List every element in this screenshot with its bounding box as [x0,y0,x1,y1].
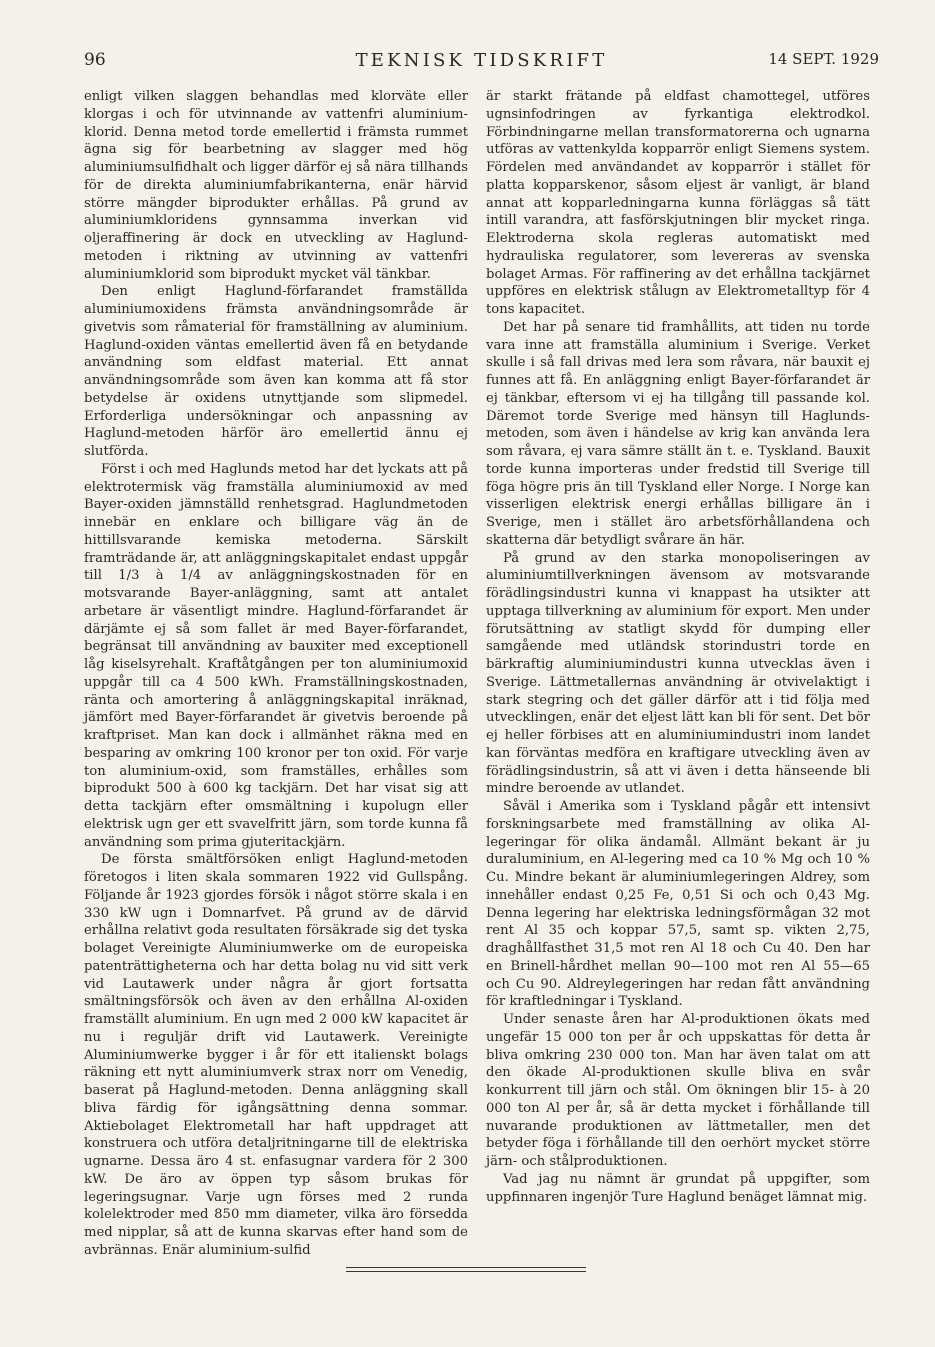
paragraph: Det har på senare tid framhållits, att tiden nu torde vara inne att framställa aluminium i Sverige. Verket skulle i så fall drivas med lera som råvara, när bauxit ej funnes att få. En anläggning enligt Bayer-förfarandet är ej tänkbar, eftersom vi ej ha tillgång till passande kol. Däremot torde Sverige med hänsyn till Haglunds-metoden, som även i händelse av krig kan använda lera som råvara, ej vara sämre ställt än t. e. Tyskland. Bauxit torde kunna importeras under fredstid till Sverige till föga högre pris än till Tyskland eller Norge. I Norge kan visserligen elektrisk energi erhållas billigare än i Sverige, men i stället äro arbetsförhållandena och skatterna där betydligt svårare än här. [486,319,870,548]
paragraph: Den enligt Haglund-förfarandet framställda aluminiumoxidens främsta användningsområde är givetvis som råmaterial för framställning av aluminium. Haglund-oxiden väntas emellertid även få en betydande användning som eldfast material. Ett annat användningsområde som även kan komma att få stor betydelse är oxidens utnyttjande som slipmedel. Erforderliga undersökningar och anpassning av Haglund-metoden härför äro emellertid ännu ej slutförda. [84,284,468,459]
paragraph: Först i och med Haglunds metod har det lyckats att på elektrotermisk väg framställa aluminiumoxid av med Bayer-oxiden jämnställd renhetsgrad. Haglundmetoden innebär en enklare och billigare väg än de hittillsvarande kemiska metoderna. Särskilt framträdande är, att anläggningskapitalet endast uppgår till 1/3 à 1/4 av anläggningskostnaden för en motsvarande Bayer-anläggning, samt att antalet arbetare är väsentligt mindre. Haglund-förfarandet är därjämte ej så som fallet är med Bayer-förfarandet, begränsat till användning av bauxiter med exceptionell låg kiselsyrehalt. Kraftåtgången per ton aluminiumoxid uppgår till ca 4 500 kWh. Framställningskostnaden, ränta och amortering å anläggningskapital inräknad, jämfört med Bayer-förfarandet är givetvis beroende på kraftpriset. Man kan dock i allmänhet räkna med en besparing av omkring 100 kronor per ton oxid. För varje ton aluminium-oxid, som framställes, erhålles som biprodukt 500 à 600 kg tackjärn. Det har visat sig att detta tackjärn efter omsmältning i kupolugn eller elektrisk ugn ger ett svavelfritt järn, som torde kunna få användning som prima gjuteritackjärn. [84,461,468,850]
right-column [486,88,870,1206]
journal-title: TEKNISK TIDSKRIFT [355,50,608,71]
paragraph: De första smältförsöken enligt Haglund-metoden företogos i liten skala sommaren 1922 vid Gullspång. Följande år 1923 gjordes försök i något större skala i en 330 kW ugn i Domnarfvet. På grund av de därvid erhållna relativt goda resultaten försäkrade sig det tyska bolaget Vereinigte Aluminiumwerke om de europeiska patenträttigheterna och har detta bolag nu vid sitt verk vid Lautawerk under några år gjort fortsatta smältningsförsök och även av den erhållna Al-oxiden framställt aluminium. En ugn med 2 000 kW kapacitet är nu i reguljär drift vid Lautawerk. Vereinigte Aluminiumwerke bygger i år för ett italienskt bolags räkning ett nytt aluminiumverk strax norr om Venedig, baserat på Haglund-metoden. Denna anläggning skall bliva färdig för igångsättning denna sommar. Aktiebolaget Elektrometall har haft uppdraget att konstruera och utföra detaljritningarne till de elektriska ugnarne. Dessa äro 4 st. enfasugnar vardera för 2 300 kW. De äro av öppen typ såsom brukas för legeringsugnar. Varje ugn förses med 2 runda kolelektroder med 850 mm diameter, vilka äro försedda med nipplar, så att de kunna skarvas efter hand som de avbrännas. Enär aluminium-sulfid [84,852,468,1258]
end-rule [346,1271,586,1272]
end-rule [346,1267,586,1268]
paragraph: är starkt frätande på eldfast chamottegel, utföres ugnsinfodringen av fyrkantiga elektrodkol. Förbindningarne mellan transformatorerna och ugnarna utföras av vattenkylda kopparrör enligt Siemens system. Fördelen med användandet av kopparrör i stället för platta kopparskenor, såsom eljest är vanligt, är bland annat att kopparledningarna kunna förläggas så tätt intill varandra, att fasförskjutningen blir mycket ringa. Elektroderna skola regleras automatiskt med hydrauliska regulatorer, som levereras av svenska bolaget Armas. För raffinering av det erhållna tackjärnet uppföres en elektrisk stålugn av Elektrometalltyp för 4 tons kapacitet. [486,89,870,317]
page-number: 96 [84,50,106,70]
paragraph: enligt vilken slaggen behandlas med klorväte eller klorgas i och för utvinnande av vattenfri aluminium-klorid. Denna metod torde emellertid i främsta rummet ägna sig för bearbetning av slagger med hög aluminiumsulfidhalt och ligger därför ej så nära tillhands för de direkta aluminiumfabrikanterna, enär härvid större mängder biprodukter erhållas. På grund av aluminiumkloridens gynnsamma inverkan vid oljeraffinering är dock en utveckling av Haglund-metoden i riktning av utvinning av vattenfri aluminiumklorid som biprodukt mycket väl tänkbar. [84,89,468,282]
left-column [84,88,468,1260]
paragraph: Under senaste åren har Al-produktionen ökats med ungefär 15 000 ton per år och uppskattas för detta år bliva omkring 230 000 ton. Man har även talat om att den ökade Al-produktionen skulle bliva en svår konkurrent till järn och stål. Om ökningen blir 15- à 20 000 ton Al per år, så är detta mycket i förhållande till nuvarande produktionen av lättmetaller, men det betyder föga i förhållande till den oerhört mycket större järn- och stålproduktionen. [486,1012,870,1169]
paragraph: Vad jag nu nämnt är grundat på uppgifter, som uppfinnaren ingenjör Ture Haglund benäget lämnat mig. [486,1171,870,1205]
paragraph: Såväl i Amerika som i Tyskland pågår ett intensivt forskningsarbete med framställning av olika Al-legeringar för olika ändamål. Allmänt bekant är ju duraluminium, en Al-legering med ca 10 % Mg och 10 % Cu. Mindre bekant är aluminiumlegeringen Aldrey, som innehåller endast 0,25 Fe, 0,51 Si och och 0,43 Mg. Denna legering har elektriska ledningsförmågan 32 mot rent Al 35 och koppar 57,5, samt sp. vikten 2,75, draghållfasthet 31,5 mot ren Al 18 och Cu 40. Den har en Brinell-hårdhet mellan 90—100 mot ren Al 55—65 och Cu 90. Aldreylegeringen har redan fått användning för kraftledningar i Tyskland. [486,799,870,1010]
paragraph: På grund av den starka monopoliseringen av aluminiumtillverkningen ävensom av motsvarande förädlingsindustri kunna vi knappast ha utsikter att upptaga tillverkning av aluminium för export. Men under förutsättning av statligt skydd för dumping eller samgående med utländsk storindustri torde en bärkraftig aluminiumindustri kunna utvecklas även i Sverige. Lättmetallernas användning är otvivelaktigt i stark stegring och det gäller därför att i tid följa med utvecklingen, enär det eljest lätt kan bli för sent. Det bör ej heller förbises att en aluminiumindustri inom landet kan förväntas medföra en kraftigare utveckling även av förädlingsindustrin, så att vi även i detta hänseende bli mindre beroende av utlandet. [486,550,870,797]
page-header [84,50,879,74]
issue-date: 14 SEPT. 1929 [768,50,879,68]
